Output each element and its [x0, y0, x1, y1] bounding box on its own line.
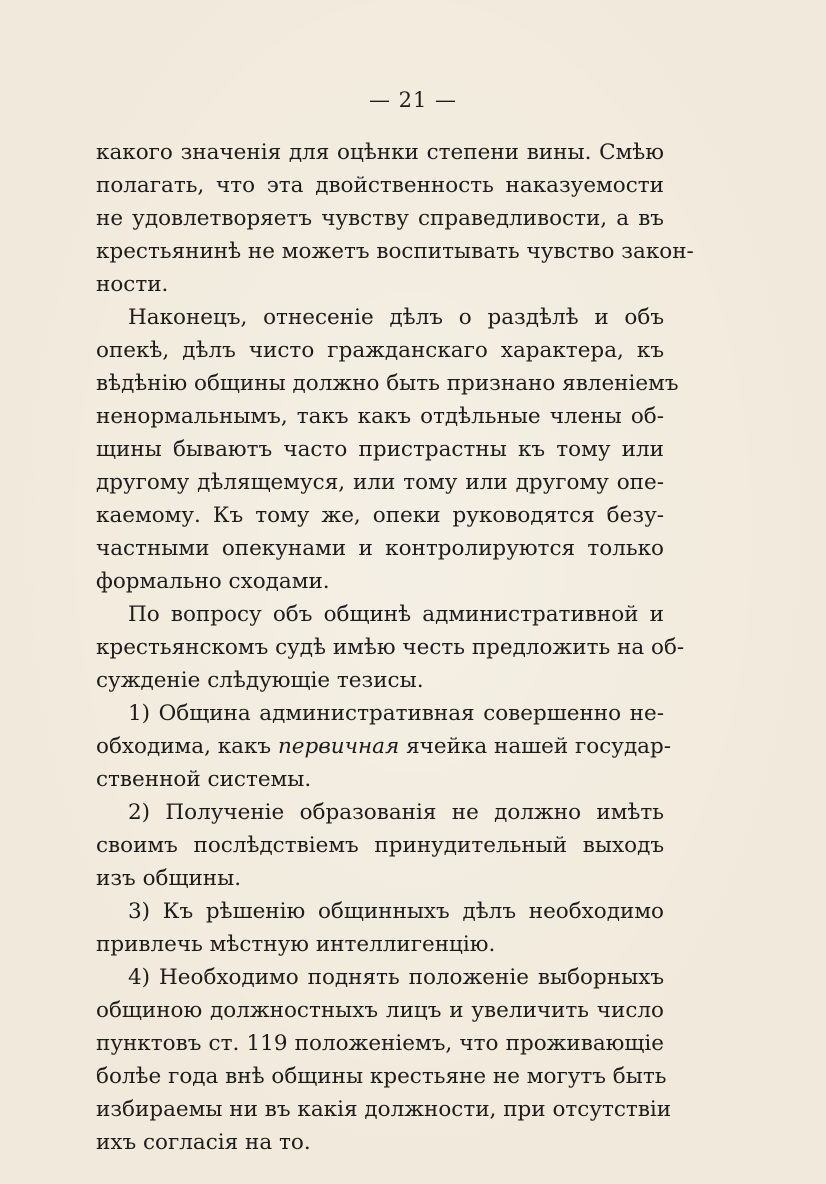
text-line: пунктовъ ст. 119 положеніемъ, что проживающіе: [96, 1031, 664, 1056]
text-line: [96, 730, 672, 763]
text-line: ненормальнымъ, такъ какъ отдѣльные члены об-: [96, 404, 664, 429]
text-line: ности.: [96, 272, 169, 297]
text-line: болѣе года внѣ общины крестьяне не могутъ быть: [96, 1064, 667, 1089]
text-line: ственной системы.: [96, 767, 312, 792]
text-line: избираемы ни въ какія должности, при отсутствіи: [96, 1097, 672, 1122]
text-line: частными опекунами и контролируются только: [96, 536, 664, 561]
text-line: не удовлетворяетъ чувству справедливости, а въ: [96, 206, 664, 231]
text-line: каемому. Къ тому же, опеки руководятся безу-: [96, 503, 664, 528]
text-line: крестьянскомъ судѣ имѣю честь предложить на об-: [96, 635, 685, 660]
text-line: крестьянинѣ не можетъ воспитывать чувство закон-: [96, 239, 694, 264]
italic-emphasis: первичная: [277, 734, 400, 759]
text-line: своимъ послѣдствіемъ принудительный выходъ: [96, 833, 664, 858]
text-line: Наконецъ, отнесеніе дѣлъ о раздѣлѣ и объ: [128, 305, 664, 330]
body-text: [96, 136, 694, 1159]
page-number: — 21 —: [368, 88, 458, 112]
text-line: какого значенія для оцѣнки степени вины. Смѣю: [96, 140, 664, 165]
text-line: полагать, что эта двойственность наказуемости: [96, 173, 664, 198]
text-line: другому дѣлящемуся, или тому или другому опе-: [96, 470, 664, 495]
text-line: изъ общины.: [96, 866, 242, 891]
text-line: 3) Къ рѣшенію общинныхъ дѣлъ необходимо: [128, 899, 664, 924]
text-line: привлечь мѣстную интеллигенцію.: [96, 932, 496, 957]
text-line: вѣдѣнію общины должно быть признано явленіемъ: [96, 371, 679, 396]
text-line: ихъ согласія на то.: [96, 1130, 311, 1155]
text-segment: обходима, какъ: [96, 734, 272, 759]
text-line: 4) Необходимо поднять положеніе выборныхъ: [128, 965, 664, 990]
text-line: общиною должностныхъ лицъ и увеличить число: [96, 998, 664, 1023]
text-line: формально сходами.: [96, 569, 330, 594]
text-line: опекѣ, дѣлъ чисто гражданскаго характера, къ: [96, 338, 664, 363]
text-line: 2) Полученіе образованія не должно имѣть: [128, 800, 664, 825]
text-line: 1) Община административная совершенно не-: [128, 701, 664, 726]
text-line: По вопросу объ общинѣ административной и: [128, 602, 664, 627]
text-segment: ячейка нашей государ-: [406, 734, 672, 759]
text-line: сужденіе слѣдующіе тезисы.: [96, 668, 424, 693]
text-line: щины бываютъ часто пристрастны къ тому или: [96, 437, 664, 462]
